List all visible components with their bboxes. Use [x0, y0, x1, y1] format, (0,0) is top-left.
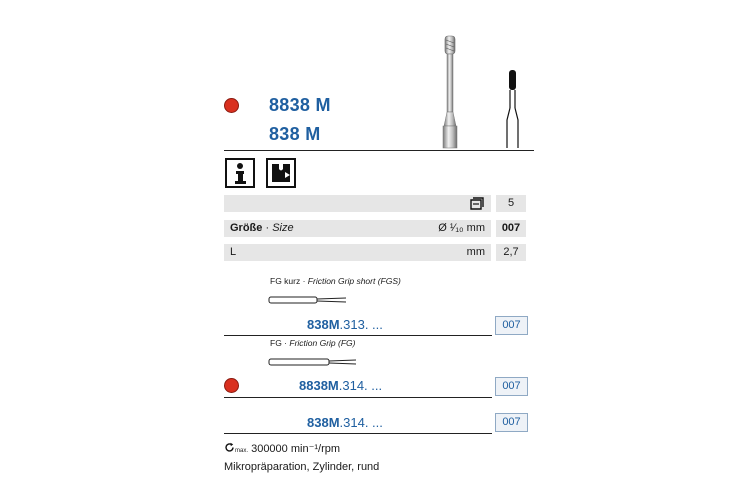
variant-size: 007	[495, 316, 528, 335]
status-dot-red	[224, 98, 239, 113]
rpm-line	[224, 442, 340, 455]
product-code-secondary: 838 M	[269, 124, 321, 144]
size-unit: Ø ¹⁄₁₀ mm	[438, 222, 485, 234]
variant-size: 007	[495, 377, 528, 396]
size-row	[224, 220, 491, 237]
fg-bur-icon	[268, 357, 358, 367]
handpiece-icon[interactable]	[266, 158, 296, 188]
bur-illustration	[430, 34, 470, 150]
header-divider	[224, 150, 534, 151]
variant-type: FG kurz · Friction Grip short (FGS)	[270, 276, 401, 286]
variant-ref[interactable]: 838M.313. ...	[307, 317, 383, 332]
pack-row	[224, 195, 491, 212]
pack-icon	[469, 196, 485, 211]
size-value: 007	[496, 220, 526, 237]
description: Mikropräparation, Zylinder, rund	[224, 461, 380, 473]
variant-ref[interactable]: 8838M.314. ...	[299, 378, 383, 393]
size-label-en: Size	[272, 222, 294, 234]
pack-qty-value: 5	[496, 195, 526, 212]
product-code-primary: 8838 M	[269, 95, 331, 115]
length-row	[224, 244, 491, 261]
variant-ref[interactable]: 838M.314. ...	[307, 415, 383, 430]
rpm-value: 300000 min⁻¹/rpm	[251, 443, 341, 455]
info-icon[interactable]	[225, 158, 255, 188]
size-label-de: Größe	[230, 222, 263, 234]
rotation-icon	[224, 442, 235, 453]
variant-type: FG · Friction Grip (FG)	[270, 338, 356, 348]
status-dot-red	[224, 378, 239, 393]
length-label: L	[230, 246, 237, 258]
fgs-bur-icon	[268, 295, 348, 305]
variant-size: 007	[495, 413, 528, 432]
bur-schematic	[500, 68, 524, 150]
rpm-prefix: max.	[235, 448, 249, 454]
length-unit: mm	[466, 246, 485, 258]
variant-divider	[224, 433, 492, 434]
variant-divider	[224, 397, 492, 398]
size-label-sep: ·	[262, 222, 273, 234]
variant-divider	[224, 335, 492, 336]
length-value: 2,7	[496, 244, 526, 261]
